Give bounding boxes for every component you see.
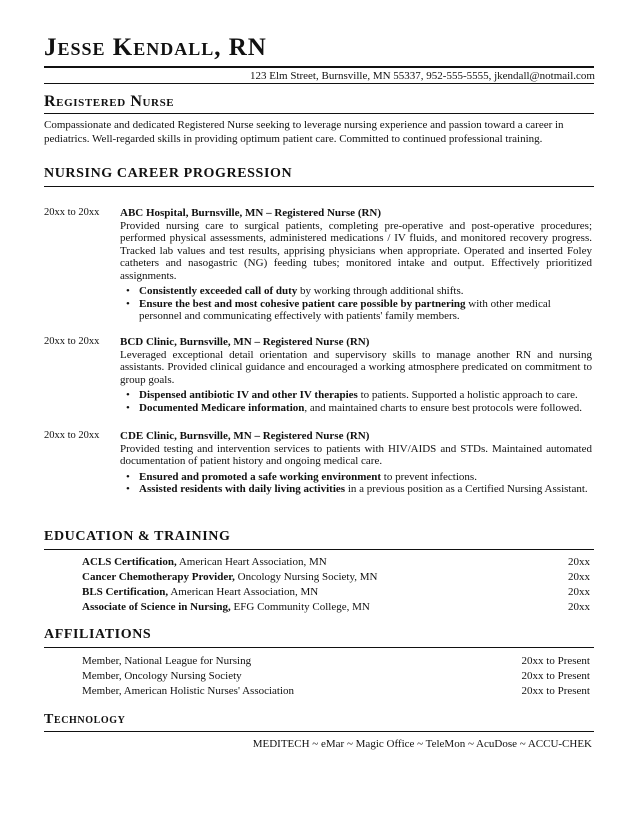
section-rule [44, 186, 594, 187]
affiliation-item: Member, National League for Nursing [82, 655, 252, 667]
section-title-education: EDUCATION & TRAINING [44, 529, 231, 544]
affiliation-item: Member, Oncology Nursing Society [82, 670, 242, 682]
bullet-text: by working through additional shifts. [297, 285, 464, 297]
education-credential: BLS Certification, [82, 586, 169, 598]
job-title: BCD Clinic, Burnsville, MN – Registered Nurse (RN) [120, 336, 370, 348]
education-credential: Associate of Science in Nursing, [82, 601, 231, 613]
education-year: 20xx [568, 571, 590, 583]
affiliation-years: 20xx to Present [521, 670, 590, 682]
education-year: 20xx [568, 601, 590, 613]
section-rule [44, 647, 594, 648]
bullet-text: , and maintained charts to ensure best protocols were followed. [304, 401, 583, 414]
job-bullet [139, 483, 592, 496]
job-bullet [139, 402, 592, 415]
job-dates: 20xx to 20xx [44, 336, 100, 347]
job-bullet [139, 389, 592, 402]
education-item [82, 571, 377, 583]
education-credential: ACLS Certification, [82, 556, 177, 568]
job-bullet [139, 298, 592, 323]
job-title: ABC Hospital, Burnsville, MN – Registered Nurse (RN) [120, 207, 382, 219]
bullet-text: in a previous position as a Certified Nursing Assistant. [345, 483, 588, 495]
summary-paragraph: Compassionate and dedicated Registered Nurse seeking to leverage nursing experience and passion toward a career in pediatrics. Well-regarded skills in providing optimum patient care. Committed to continued professional training. [44, 119, 564, 145]
bullet-highlight: Assisted residents with daily living activities [139, 483, 346, 495]
job-dates: 20xx to 20xx [44, 430, 100, 441]
education-credential: Cancer Chemotherapy Provider, [82, 571, 235, 583]
bullet-highlight: Ensure the best and most cohesive patient care possible by partnering [139, 297, 466, 310]
affiliation-years: 20xx to Present [521, 685, 590, 697]
technology-list: MEDITECH ~ eMar ~ Magic Office ~ TeleMon ~ AcuDose ~ ACCU-CHEK [252, 738, 592, 750]
section-rule [44, 549, 594, 550]
section-title-affiliations: AFFILIATIONS [44, 627, 152, 642]
bullet-highlight: Documented Medicare information [139, 401, 305, 414]
job-dates: 20xx to 20xx [44, 207, 100, 218]
education-issuer: EFG Community College, MN [230, 601, 370, 613]
bullet-highlight: Consistently exceeded call of duty [139, 285, 298, 297]
education-issuer: Oncology Nursing Society, MN [234, 571, 378, 583]
bullet-highlight: Ensured and promoted a safe working environment [139, 470, 382, 483]
education-item [82, 586, 318, 598]
education-item [82, 601, 370, 613]
job-bullet [139, 285, 592, 298]
section-title-registered-nurse: Registered Nurse [44, 93, 175, 110]
bullet-text: with other medical personnel and communicating effectively with patients' family members. [139, 297, 551, 322]
job-bullet [139, 471, 592, 484]
candidate-name: Jesse Kendall, RN [44, 34, 267, 61]
section-title-technology: Technology [44, 712, 126, 727]
contact-info: 123 Elm Street, Burnsville, MN 55337, 952-555-5555, jkendall@notmail.com [250, 70, 595, 82]
job-description: Provided testing and intervention services to patients with HIV/AIDS and STDs. Maintained automated documentation of patient history and ongoing medical care. [120, 442, 592, 467]
job-description: Provided nursing care to surgical patients, completing pre-operative and post-operative procedures; performed physical assessments, administered medications / IV fluids, and monitored recovery progress. Tracked lab values and test results, apprising physicians when appropriate. Operated and inserted Foley catheters and nasogastric (NG) feeding tubes; monitored intake and output. Effectively prioritized assignments. [120, 219, 592, 282]
education-year: 20xx [568, 586, 590, 598]
contact-rule [44, 83, 594, 84]
education-issuer: American Heart Association, MN [168, 586, 319, 598]
job-title: CDE Clinic, Burnsville, MN – Registered Nurse (RN) [120, 430, 370, 442]
bullet-text: to prevent infections. [381, 470, 477, 483]
affiliation-years: 20xx to Present [521, 655, 590, 667]
section-title-career: NURSING CAREER PROGRESSION [44, 166, 293, 181]
education-item [82, 556, 327, 568]
job-entry [120, 430, 592, 496]
bullet-text: to patients. Supported a holistic approach to care. [357, 389, 578, 401]
bullet-highlight: Dispensed antibiotic IV and other IV therapies [139, 389, 358, 401]
education-year: 20xx [568, 556, 590, 568]
job-description: Leveraged exceptional detail orientation and supervisory skills to manage another RN and nursing assistants. Provided clinical guidance and encouraged a working atmosphere predicated on commitment to group goals. [120, 348, 592, 386]
section-rule [44, 113, 594, 114]
job-entry [120, 336, 592, 414]
education-issuer: American Heart Association, MN [176, 556, 327, 568]
job-entry [120, 207, 592, 323]
header-rule [44, 66, 594, 68]
affiliation-item: Member, American Holistic Nurses' Association [82, 685, 295, 697]
section-rule [44, 731, 594, 732]
